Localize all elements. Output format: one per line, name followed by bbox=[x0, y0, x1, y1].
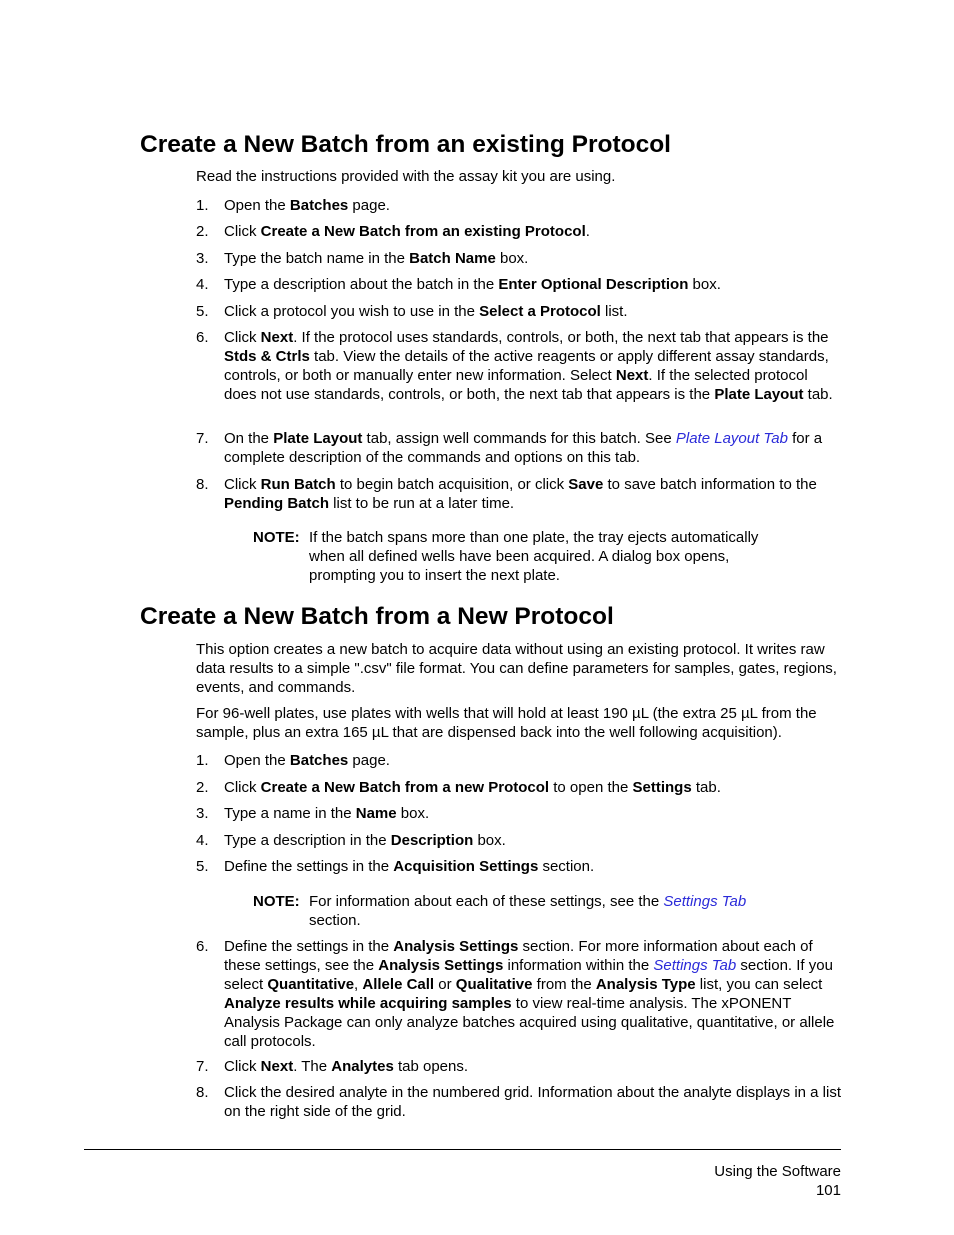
ui-term: Analysis Settings bbox=[378, 957, 504, 974]
section-heading-new-protocol: Create a New Batch from a New Protocol bbox=[140, 603, 614, 630]
text-run: tab. bbox=[803, 386, 833, 403]
step-number: 2. bbox=[196, 779, 209, 796]
step-number: 7. bbox=[196, 430, 209, 447]
cross-reference-link[interactable]: Settings Tab bbox=[653, 957, 737, 974]
text-run: Open the bbox=[224, 197, 290, 214]
ui-term: Run Batch bbox=[260, 476, 336, 493]
text-run: Click a protocol you wish to use in the bbox=[224, 303, 480, 320]
ui-term: Quantitative bbox=[267, 976, 355, 993]
section-heading-existing-protocol: Create a New Batch from an existing Protocol bbox=[140, 131, 671, 158]
step-number: 3. bbox=[196, 250, 209, 267]
intro-paragraph: For 96-well plates, use plates with wells that will hold at least 190 µL (the extra 25 µL from the sample, plus an extra 165 µL that are dispensed back into the well following acquisition). bbox=[196, 705, 817, 741]
text-run: Type a name in the bbox=[224, 805, 356, 822]
step-number: 2. bbox=[196, 223, 209, 240]
ui-term: Batches bbox=[289, 752, 349, 769]
intro-paragraph: This option creates a new batch to acquire data without using an existing protocol. It writes raw data results to a simple ".csv" file format. You can define parameters for samples, gates, regions, events, and commands. bbox=[196, 641, 837, 696]
ui-term: Save bbox=[568, 476, 604, 493]
text-run: . bbox=[585, 223, 590, 240]
step-text bbox=[224, 328, 841, 404]
ui-term: Analysis Type bbox=[595, 976, 696, 993]
step-number: 5. bbox=[196, 303, 209, 320]
text-run: to begin batch acquisition, or click bbox=[335, 476, 569, 493]
text-run: On the bbox=[224, 430, 274, 447]
note-text bbox=[309, 528, 789, 585]
text-run: tab. View the details of the active reagents or apply different assay standards, controls, or both or manually enter new information. Select bbox=[224, 348, 829, 384]
ui-term: Next bbox=[615, 367, 649, 384]
step-text bbox=[224, 222, 841, 241]
step-text bbox=[224, 475, 841, 513]
text-run: Click bbox=[224, 476, 261, 493]
text-run: . The bbox=[293, 1058, 332, 1075]
note-text bbox=[309, 892, 789, 930]
text-run: information within the bbox=[503, 957, 654, 974]
text-run: list to be run at a later time. bbox=[329, 495, 515, 512]
text-run: , bbox=[354, 976, 363, 993]
step-text bbox=[224, 1057, 841, 1076]
ui-term: Settings bbox=[632, 779, 692, 796]
text-run: Define the settings in the bbox=[224, 858, 394, 875]
ui-term: Plate Layout bbox=[714, 386, 804, 403]
text-run: to save batch information to the bbox=[603, 476, 817, 493]
text-run: for a complete description of the commands and options on this tab. bbox=[224, 430, 823, 466]
ui-term: Analysis Settings bbox=[393, 938, 519, 955]
text-run: Click bbox=[224, 329, 261, 346]
ui-term: Description bbox=[390, 832, 474, 849]
step-text bbox=[224, 937, 841, 1051]
step-number: 7. bbox=[196, 1058, 209, 1075]
text-run: section. For more information about each of these settings, see the bbox=[224, 938, 813, 974]
step-text bbox=[224, 249, 841, 268]
ui-term: Name bbox=[355, 805, 397, 822]
text-run: Type the batch name in the bbox=[224, 250, 410, 267]
step-text bbox=[224, 804, 841, 823]
ui-term: Analyze results while acquiring samples bbox=[224, 995, 512, 1012]
step-number: 6. bbox=[196, 329, 209, 346]
text-run: Click bbox=[224, 779, 261, 796]
text-run: box. bbox=[473, 832, 506, 849]
ui-term: Acquisition Settings bbox=[393, 858, 539, 875]
ui-term: Qualitative bbox=[455, 976, 533, 993]
step-number: 4. bbox=[196, 276, 209, 293]
text-run: from the bbox=[532, 976, 596, 993]
ui-term: Analytes bbox=[331, 1058, 394, 1075]
text-run: tab, assign well commands for this batch. See bbox=[362, 430, 676, 447]
text-run: list, you can select bbox=[695, 976, 823, 993]
text-run: For information about each of these settings, see the bbox=[309, 893, 664, 910]
text-run: Click bbox=[224, 223, 261, 240]
step-text bbox=[224, 857, 841, 876]
text-run: Click bbox=[224, 1058, 261, 1075]
step-number: 3. bbox=[196, 805, 209, 822]
step-number: 8. bbox=[196, 1084, 209, 1101]
step-text bbox=[224, 429, 841, 467]
step-text bbox=[224, 275, 841, 294]
step-number: 6. bbox=[196, 938, 209, 955]
text-run: If the batch spans more than one plate, the tray ejects automatically when all defined wells have been acquired. A dialog box opens, prompting you to insert the next plate. bbox=[309, 529, 759, 584]
footer-section-title: Using the Software bbox=[714, 1163, 841, 1180]
step-number: 8. bbox=[196, 476, 209, 493]
step-number: 5. bbox=[196, 858, 209, 875]
step-text bbox=[224, 751, 841, 770]
note-label: NOTE: bbox=[253, 893, 300, 910]
text-run: . If the protocol uses standards, controls, or both, the next tab that appears is the bbox=[293, 329, 829, 346]
note-label: NOTE: bbox=[253, 529, 300, 546]
ui-term: Create a New Batch from a new Protocol bbox=[260, 779, 550, 796]
text-run: Click the desired analyte in the numbered grid. Information about the analyte displays in a list on the right side of the grid. bbox=[224, 1084, 842, 1120]
text-run: box. bbox=[688, 276, 721, 293]
text-run: Type a description in the bbox=[224, 832, 391, 849]
text-run: . If the selected protocol does not use standards, controls, or both, the next tab that appears is the bbox=[224, 367, 808, 403]
ui-term: Batch Name bbox=[409, 250, 496, 267]
cross-reference-link[interactable]: Settings Tab bbox=[663, 893, 747, 910]
ui-term: Enter Optional Description bbox=[498, 276, 689, 293]
text-run: Type a description about the batch in the bbox=[224, 276, 499, 293]
step-text bbox=[224, 778, 841, 797]
text-run: box. bbox=[396, 805, 430, 822]
ui-term: Select a Protocol bbox=[479, 303, 601, 320]
ui-term: Create a New Batch from an existing Protocol bbox=[260, 223, 586, 240]
step-text bbox=[224, 196, 841, 215]
text-run: section. bbox=[538, 858, 595, 875]
text-run: to view real-time analysis. The xPONENT Analysis Package can only analyze batches acquired using qualitative, quantitative, or allele call protocols. bbox=[224, 995, 835, 1050]
step-text bbox=[224, 1083, 841, 1121]
text-run: list. bbox=[600, 303, 628, 320]
text-run: section. If you select bbox=[224, 957, 833, 993]
footer-divider bbox=[84, 1149, 841, 1150]
ui-term: Stds & Ctrls bbox=[224, 348, 310, 365]
step-text bbox=[224, 302, 841, 321]
text-run: page. bbox=[348, 752, 390, 769]
page-footer bbox=[714, 1162, 841, 1200]
ui-term: Batches bbox=[289, 197, 349, 214]
cross-reference-link[interactable]: Plate Layout Tab bbox=[675, 430, 788, 447]
step-text bbox=[224, 831, 841, 850]
ui-term: Plate Layout bbox=[273, 430, 363, 447]
text-run: box. bbox=[495, 250, 529, 267]
text-run: tab. bbox=[691, 779, 721, 796]
step-number: 1. bbox=[196, 197, 209, 214]
text-run: tab opens. bbox=[393, 1058, 469, 1075]
text-run: section. bbox=[309, 912, 361, 929]
text-run: Define the settings in the bbox=[224, 938, 394, 955]
step-number: 4. bbox=[196, 832, 209, 849]
ui-term: Next bbox=[260, 329, 294, 346]
intro-paragraph: Read the instructions provided with the assay kit you are using. bbox=[196, 168, 616, 185]
step-number: 1. bbox=[196, 752, 209, 769]
text-run: to open the bbox=[549, 779, 633, 796]
text-run: or bbox=[434, 976, 456, 993]
ui-term: Next bbox=[260, 1058, 294, 1075]
text-run: page. bbox=[348, 197, 390, 214]
ui-term: Pending Batch bbox=[224, 495, 330, 512]
ui-term: Allele Call bbox=[362, 976, 435, 993]
text-run: Open the bbox=[224, 752, 290, 769]
page-number: 101 bbox=[815, 1182, 841, 1199]
